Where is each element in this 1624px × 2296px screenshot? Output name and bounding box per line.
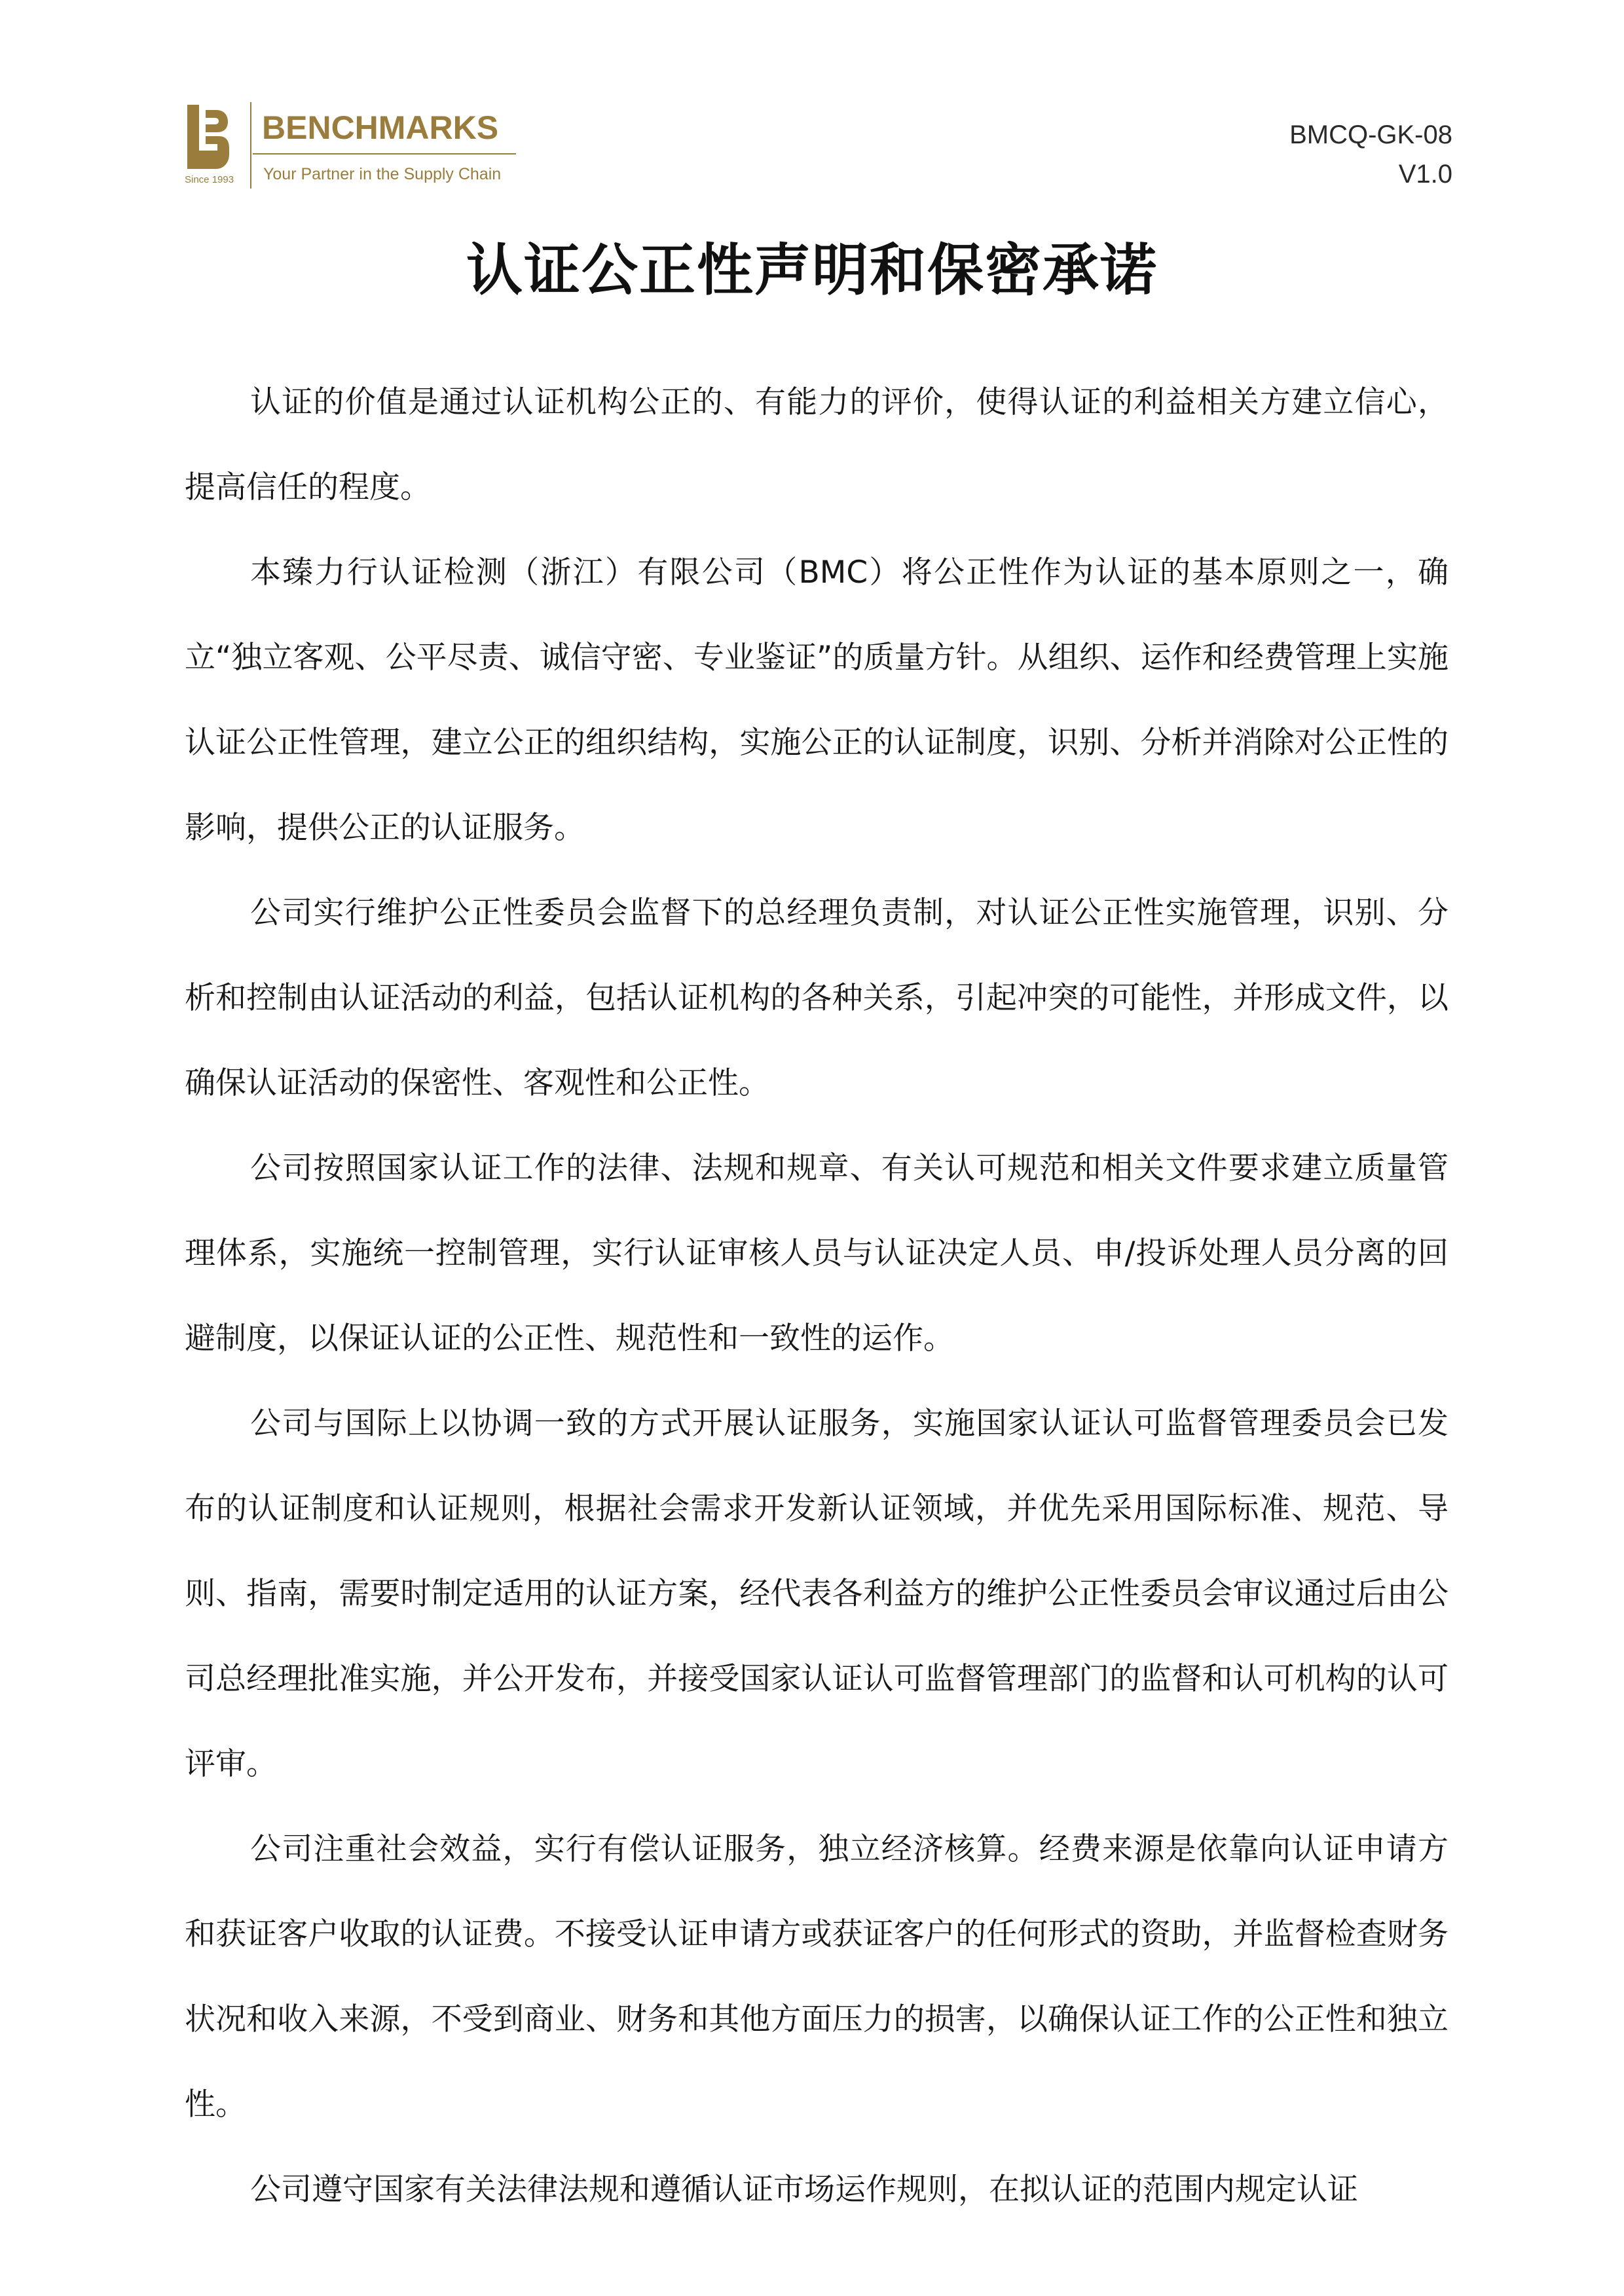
company-logo [185,100,525,191]
document-body [185,360,1449,2232]
logo-since-text: Since 1993 [185,174,234,185]
page-title: 认证公正性声明和保密承诺 [466,238,1158,303]
paragraph: 公司按照国家认证工作的法律、法规和规章、有关认可规范和相关文件要求建立质量管理体系，实施统一控制管理，实行认证审核人员与认证决定人员、申/投诉处理人员分离的回避制度，以保证认证的公正性、规范性和一致性的运作。 [185,1150,1449,1357]
paragraph: 认证的价值是通过认证机构公正的、有能力的评价，使得认证的利益相关方建立信心，提高信任的程度。 [185,384,1449,505]
document-version: V1.0 [1398,160,1452,189]
paragraph: 公司注重社会效益，实行有偿认证服务，独立经济核算。经费来源是依靠向认证申请方和获证客户收取的认证费。不接受认证申请方或获证客户的任何形式的资助，并监督检查财务状况和收入来源，不受到商业、财务和其他方面压力的损害，以确保认证工作的公正性和独立性。 [185,1831,1449,2123]
document-meta [1289,115,1452,194]
paragraph: 公司与国际上以协调一致的方式开展认证服务，实施国家认证认可监督管理委员会已发布的认证制度和认证规则，根据社会需求开发新认证领域，并优先采用国际标准、规范、导则、指南，需要时制定适用的认证方案，经代表各利益方的维护公正性委员会审议通过后由公司总经理批准实施，并公开发布，并接受国家认证认可监督管理部门的监督和认可机构的认可评审。 [185,1406,1449,1782]
logo-underline [253,153,516,155]
benchmarks-logo-mark-icon [185,105,231,169]
document-code: BMCQ-GK-08 [1289,120,1452,149]
paragraph: 本臻力行认证检测（浙江）有限公司（BMC）将公正性作为认证的基本原则之一，确立“独立客观、公平尽责、诚信守密、专业鉴证”的质量方针。从组织、运作和经费管理上实施认证公正性管理，建立公正的组织结构，实施公正的认证制度，识别、分析并消除对公正性的影响，提供公正的认证服务。 [185,555,1449,846]
logo-brand-name: BENCHMARKS [262,109,499,146]
paragraph: 公司遵守国家有关法律法规和遵循认证市场运作规则，在拟认证的范围内规定认证 [250,2172,1358,2208]
logo-divider [250,102,251,189]
paragraph: 公司实行维护公正性委员会监督下的总经理负责制，对认证公正性实施管理，识别、分析和控制由认证活动的利益，包括认证机构的各种关系，引起冲突的可能性，并形成文件，以确保认证活动的保密性、客观性和公正性。 [185,895,1449,1101]
logo-tagline: Your Partner in the Supply Chain [263,165,502,183]
